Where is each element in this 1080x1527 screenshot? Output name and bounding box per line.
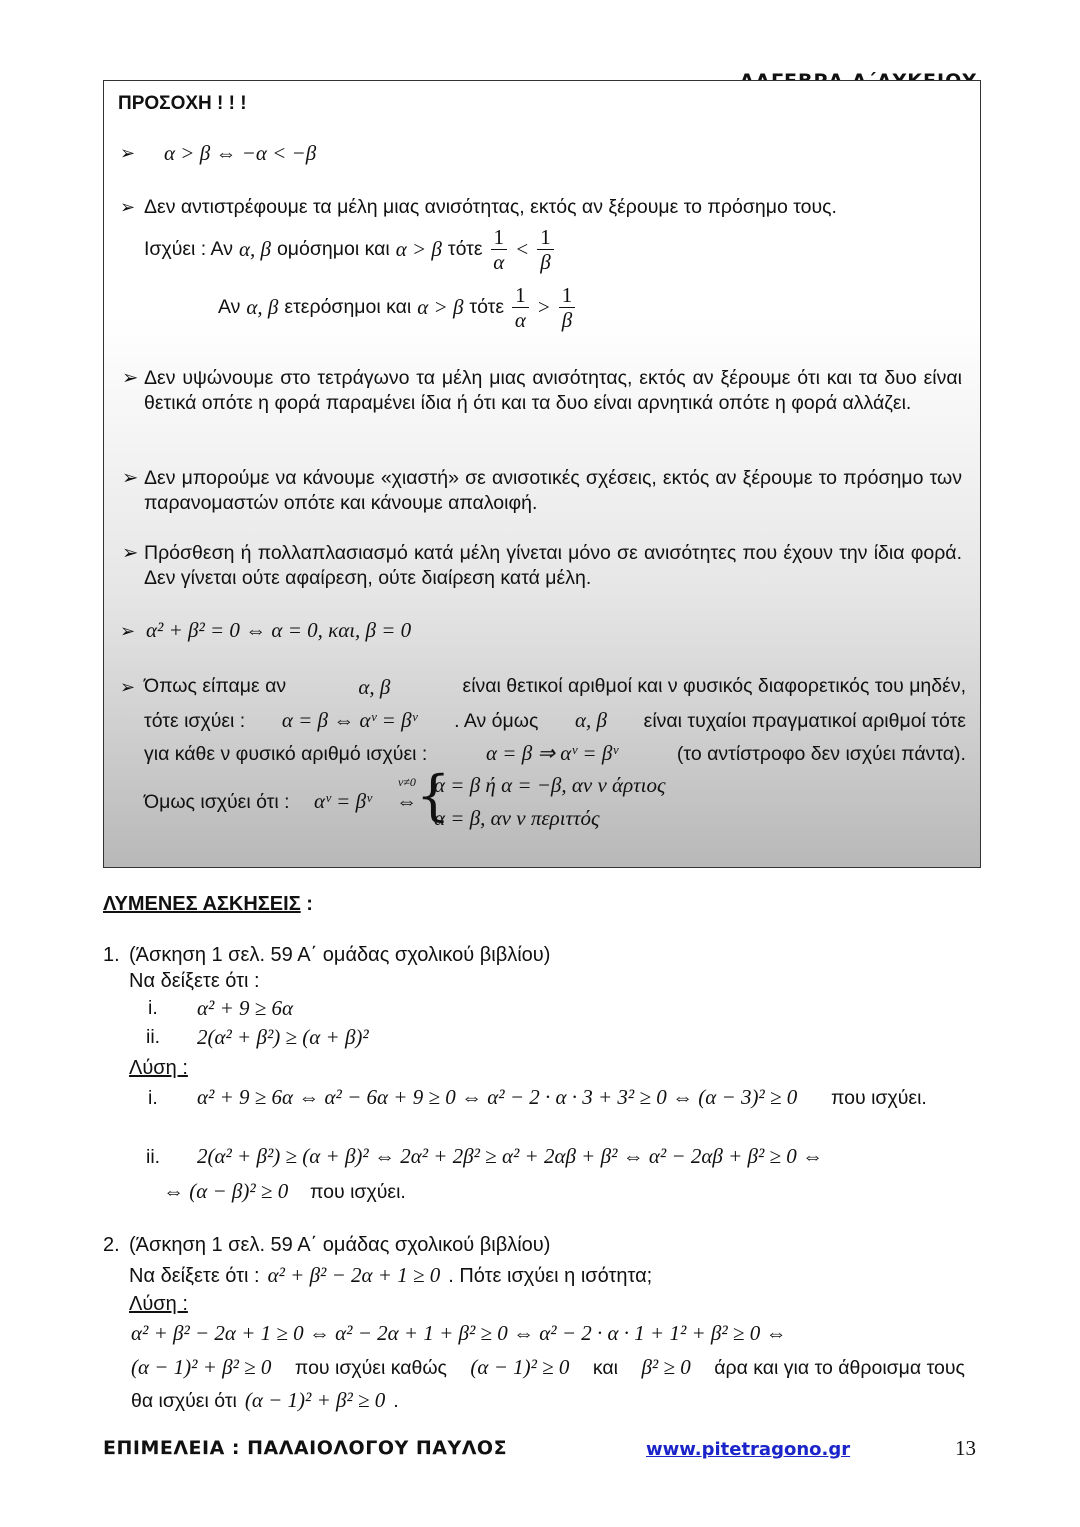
rule-negation: α > β ⇔ −α < −β bbox=[164, 141, 317, 165]
rule-cross-multiply: ➢ Δεν μπορούμε να κάνουμε «χιαστή» σε ανισοτικές σχέσεις, εκτός αν ξέρουμε το πρόσημο των παρανομαστών οπότε και κάνουμε απαλοιφή. bbox=[122, 467, 962, 514]
rule-squaring: ➢ Δεν υψώνουμε στο τετράγωνο τα μέλη μιας ανισότητας, εκτός αν ξέρουμε ότι και τα δυο είναι θετικά οπότε η φορά παραμένει ίδια ή ότι και τα δυο είναι αρνητικά οπότε η φορά αλλάζει. bbox=[122, 367, 962, 414]
solution-1-i-text: που ισχύει. bbox=[831, 1087, 927, 1109]
rule-powers-line2: τότε ισχύει : α = β ⇔ αᵛ = βᵛ . Αν όμως α, β είναι τυχαίοι πραγματικοί αριθμοί τότε bbox=[144, 708, 966, 732]
solution-1-ii-text: που ισχύει. bbox=[310, 1181, 406, 1203]
bullet-icon: ➢ bbox=[120, 197, 136, 217]
attention-title: ΠΡΟΣΟΧΗ ! ! ! bbox=[118, 93, 247, 114]
bullet-icon: ➢ bbox=[120, 677, 136, 697]
exercise-1-solution-label: Λύση : bbox=[129, 1057, 188, 1079]
bullet-icon: ➢ bbox=[120, 143, 136, 163]
case-odd: α = β, αν ν περιττός bbox=[434, 806, 600, 830]
rule-powers-line1: Όπως είπαμε αν α, β είναι θετικοί αριθμοί και ν φυσικός διαφορετικός του μηδέν, bbox=[144, 675, 966, 699]
exercise-1-source: (Άσκηση 1 σελ. 59 Α΄ ομάδας σχολικού βιβλίου) bbox=[129, 944, 551, 966]
solution-1-ii-label: ii. bbox=[146, 1146, 161, 1168]
exercise-2-number: 2. bbox=[103, 1234, 120, 1256]
rule-sum-squares: α² + β² = 0 ⇔ α = 0, και, β = 0 bbox=[146, 618, 412, 642]
rule-reciprocal-text: Δεν αντιστρέφουμε τα μέλη μιας ανισότητας, εκτός αν ξέρουμε το πρόσημο τους. bbox=[144, 196, 837, 218]
equivalence-arrow: ⇔ bbox=[396, 789, 417, 813]
solution-2-line3: θα ισχύει ότι (α − 1)² + β² ≥ 0 . bbox=[131, 1388, 399, 1412]
rule-add-multiply: ➢ Πρόσθεση ή πολλαπλασιασμό κατά μέλη γίνεται μόνο σε ανισότητες που έχουν την ίδια φορά. Δεν γίνεται ούτε αφαίρεση, ούτε διαίρεση κατά μέλη. bbox=[122, 542, 962, 589]
rule-powers-line3: για κάθε ν φυσικό αριθμό ισχύει : α = β ⇒ αᵛ = βᵛ (το αντίστροφο δεν ισχύει πάντα). bbox=[144, 741, 966, 765]
exercise-1-ii-math: 2(α² + β²) ≥ (α + β)² bbox=[197, 1025, 369, 1049]
exercise-1-i-label: i. bbox=[148, 997, 158, 1019]
fraction-one-over-beta: $\frac{1}{\beta}$ bbox=[537, 225, 554, 274]
solution-1-i-math: α² + 9 ≥ 6α ⇔ α² − 6α + 9 ≥ 0 ⇔ α² − 2 · α · 3 + 3² ≥ 0 ⇔ (α − 3)² ≥ 0 bbox=[197, 1085, 798, 1109]
exercise-1-ii-label: ii. bbox=[146, 1026, 161, 1048]
exercise-2-prompt: Να δείξετε ότι : α² + β² − 2α + 1 ≥ 0 . Πότε ισχύει η ισότητα; bbox=[129, 1263, 653, 1287]
bullet-icon: ➢ bbox=[120, 621, 136, 641]
solution-1-i-label: i. bbox=[148, 1087, 158, 1109]
exercise-1-number: 1. bbox=[103, 944, 120, 966]
rule-powers-condition: ν≠0 bbox=[398, 775, 416, 789]
rule-powers-line4-math: αᵛ = βᵛ bbox=[314, 789, 372, 813]
solution-2-line1: α² + β² − 2α + 1 ≥ 0 ⇔ α² − 2α + 1 + β² ≥ 0 ⇔ α² − 2 · α · 1 + 1² + β² ≥ 0 ⇔ bbox=[131, 1321, 787, 1345]
section-title: ΛΥΜΕΝΕΣ ΑΣΚΗΣΕΙΣ : bbox=[103, 893, 313, 915]
footer-author: ΕΠΙΜΕΛΕΙΑ : ΠΑΛΑΙΟΛΟΓΟΥ ΠΑΥΛΟΣ bbox=[103, 1437, 508, 1459]
rule-reciprocal-case1: Ισχύει : Αν α, β ομόσημοι και α > β τότε $\frac{1}{\alpha}$ < $\frac{1}{\beta}$ bbox=[144, 225, 556, 274]
solution-1-ii-math2: ⇔ (α − β)² ≥ 0 bbox=[163, 1179, 289, 1203]
case-even: α = β ή α = −β, αν ν άρτιος bbox=[434, 773, 666, 797]
page-number: 13 bbox=[955, 1436, 976, 1460]
exercise-2-source: (Άσκηση 1 σελ. 59 Α΄ ομάδας σχολικού βιβλίου) bbox=[129, 1234, 551, 1256]
exercise-2-solution-label: Λύση : bbox=[129, 1293, 188, 1315]
footer-website-link[interactable]: www.pitetragono.gr bbox=[646, 1439, 851, 1460]
fraction-one-over-alpha: $\frac{1}{\alpha}$ bbox=[512, 283, 529, 332]
exercise-1-prompt: Να δείξετε ότι : bbox=[129, 970, 260, 992]
exercise-1-i-math: α² + 9 ≥ 6α bbox=[197, 996, 294, 1020]
fraction-one-over-beta: $\frac{1}{\beta}$ bbox=[559, 283, 576, 332]
attention-box bbox=[103, 80, 981, 868]
solution-1-ii-math: 2(α² + β²) ≥ (α + β)² ⇔ 2α² + 2β² ≥ α² + 2αβ + β² ⇔ α² − 2αβ + β² ≥ 0 ⇔ bbox=[197, 1144, 824, 1168]
fraction-one-over-alpha: $\frac{1}{\alpha}$ bbox=[491, 225, 508, 274]
solution-2-line2: (α − 1)² + β² ≥ 0 που ισχύει καθώς (α − 1)² ≥ 0 και β² ≥ 0 άρα και για το άθροισμα τους bbox=[131, 1355, 965, 1379]
left-brace: { bbox=[416, 764, 451, 827]
rule-reciprocal-case2: Αν α, β ετερόσημοι και α > β τότε $\frac{1}{\alpha}$ > $\frac{1}{\beta}$ bbox=[218, 283, 577, 332]
rule-powers-line4-label: Όμως ισχύει ότι : bbox=[144, 791, 290, 813]
